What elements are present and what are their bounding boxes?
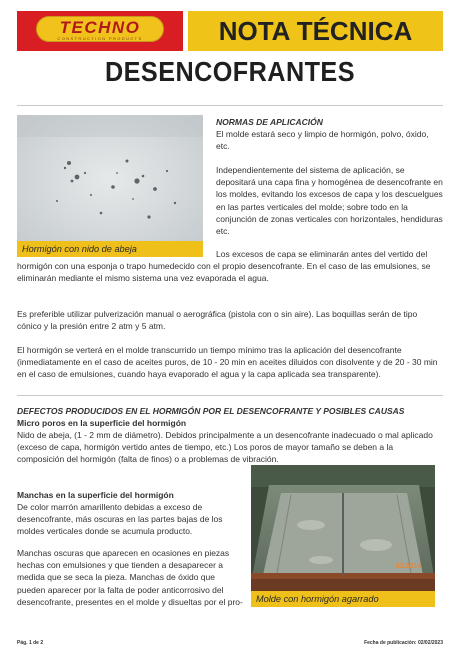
paragraph: El hormigón se verterá en el molde transcurrido un tiempo mínimo tras la aplicación del desencofrante (inmediatamente en el caso de aceites puros, de 10 - 20 min en aceites diluidos con disolvente y de 20 - 30 min en el caso de emulsiones, cuando haya evaporado el agua y la capa aplicada sea transparente). xyxy=(17,345,438,380)
publication-date: Fecha de publicación: 02/02/2023 xyxy=(364,640,443,646)
logo-pill xyxy=(36,16,164,42)
honeycomb-concrete-image xyxy=(17,115,203,257)
logo-tagline: CONSTRUCTION PRODUCTS xyxy=(57,36,143,41)
section-divider xyxy=(17,395,443,396)
paragraph: Independientemente del sistema de aplicación, se depositará una capa fina y homogénea de desencofrante en los moldes, evitando los excesos de capa y los descuelgues en las partes verticales del molde; sobre todo en la conjunción de zonas verticales con horizontales, hendiduras etc. xyxy=(216,165,443,237)
paragraph: El molde estará seco y limpio de hormigón, polvo, óxido, etc. xyxy=(216,129,429,152)
paragraph: De color marrón amarillento debidas a exceso de desencofrante, más oscuras en las partes bajas de los moldes verticales donde se acumula producto. xyxy=(17,502,223,537)
logo-block xyxy=(17,11,183,51)
subheading-stains: Manchas en la superficie del hormigón xyxy=(17,490,174,500)
mold-concrete-photo xyxy=(251,465,435,607)
paragraph: Es preferible utilizar pulverización manual o aerográfica (pistola con o sin aire). Las boquillas serán de tipo cónico y la presión entre 2 atm y 5 atm. xyxy=(17,309,418,332)
honeycomb-concrete-photo xyxy=(17,115,203,257)
section-heading-application: NORMAS DE APLICACIÓN xyxy=(216,117,323,127)
page-number: Pág. 1 de 2 xyxy=(17,640,44,646)
photo-date-stamp: 03.2014 xyxy=(395,563,421,570)
paragraph: Nido de abeja, (1 - 2 mm de diámetro). Debidos principalmente a un desencofrante inadecuado o mal aplicado (exceso de capa, hormigón vertido antes de tiempo, etc.) Los poros de mayor tamaño se deben a la composición del hormigón (falta de finos) o a problemas de vibración. xyxy=(17,430,433,465)
document-title: DESENCOFRANTES xyxy=(105,56,355,87)
subheading-micro-pores: Micro poros en la superficie del hormigón xyxy=(17,418,187,428)
paragraph: Manchas oscuras que aparecen en ocasiones en piezas hechas con emulsiones y que tienden a desaparecer a medida que se seca la pieza. Manchas de óxido que pueden aparecer por la falta de poder anticorrosivo del desencofrante, presentes en el molde y disueltas por el pro- xyxy=(17,548,243,607)
header-title: NOTA TÉCNICA xyxy=(218,16,413,46)
section-heading-defects: DEFECTOS PRODUCIDOS EN EL HORMIGÓN POR EL DESENCOFRANTE Y POSIBLES CAUSAS xyxy=(17,406,405,416)
header-band xyxy=(188,11,443,51)
title-divider xyxy=(17,105,443,106)
paragraph: Los excesos de capa se eliminarán antes del vertido del hormigón con una esponja o trapo humedecido con el propio desencofrante. En el caso de las emulsiones, se eliminarán mediante el mismo sistema una vez evaporada el agua. xyxy=(17,249,431,284)
logo-name: TECHNO xyxy=(59,18,141,37)
photo-caption: Hormigón con nido de abeja xyxy=(17,241,203,257)
photo-caption: Molde con hormigón agarrado xyxy=(251,591,435,607)
mold-concrete-image xyxy=(251,465,435,607)
